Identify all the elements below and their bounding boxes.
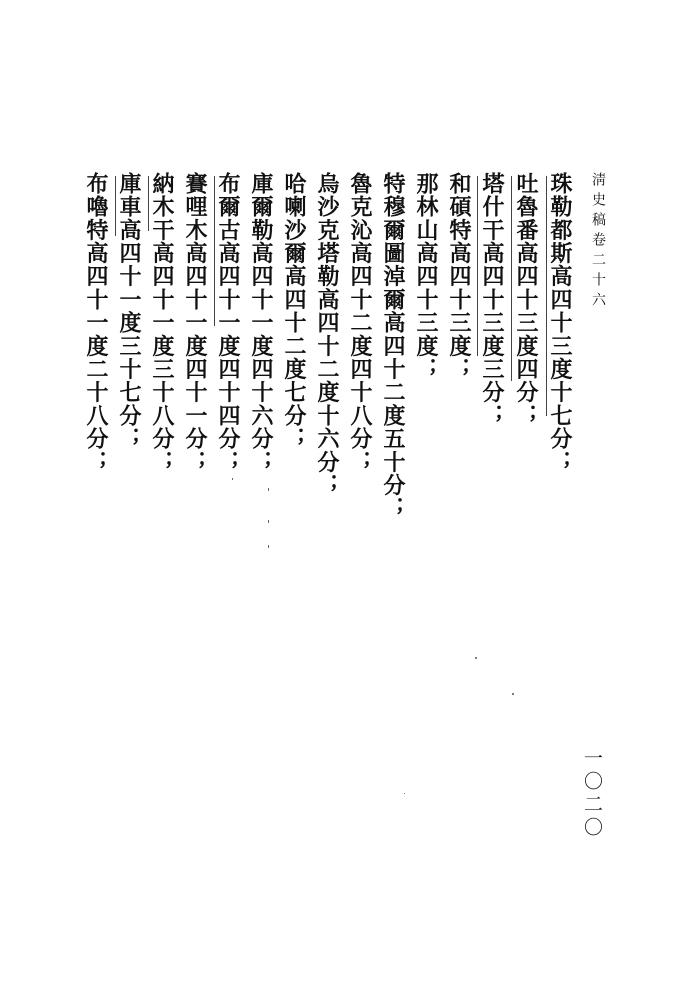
text-column: 賽哩木高四十一度四十一分； — [182, 172, 208, 474]
scan-speck — [268, 545, 269, 548]
text-column: 庫爾勒高四十一度四十六分； — [248, 172, 274, 474]
text-column: 納木干高四十一度三十八分； — [149, 172, 175, 474]
text-column: 布爾古高四十一度四十四分； — [215, 172, 241, 474]
text-column: 庫車高四十一度三十七分； — [116, 172, 142, 451]
column-rule — [511, 176, 512, 381]
page-number: 一〇二〇 — [581, 748, 603, 840]
column-rule — [115, 176, 116, 236]
running-header: 淸史稿卷二十六 — [590, 172, 606, 312]
text-column: 哈喇沙爾高四十二度七分； — [281, 172, 307, 451]
text-column: 那林山高四十三度； — [413, 172, 439, 381]
column-rule — [214, 176, 215, 326]
scan-speck — [232, 478, 233, 480]
scan-speck — [475, 657, 477, 659]
text-column: 烏沙克塔勒高四十二度十六分； — [314, 172, 340, 497]
scan-speck — [512, 693, 514, 695]
text-column: 塔什干高四十三度三分； — [479, 172, 505, 428]
scan-speck — [404, 793, 405, 794]
text-column: 吐魯番高四十三度四分； — [513, 172, 539, 428]
column-rule — [148, 176, 149, 231]
text-column: 魯克沁高四十二度四十八分； — [347, 172, 373, 474]
scan-speck — [268, 488, 269, 491]
text-column: 特穆爾圖淖爾高四十二度五十分； — [380, 172, 406, 520]
text-column: 布嚕特高四十一度二十八分； — [83, 172, 109, 474]
text-column: 和碩特高四十三度； — [446, 172, 472, 381]
text-column: 珠勒都斯高四十三度十七分； — [547, 172, 573, 474]
column-rule — [477, 176, 478, 356]
column-rule — [546, 176, 547, 416]
scan-speck — [268, 520, 269, 523]
